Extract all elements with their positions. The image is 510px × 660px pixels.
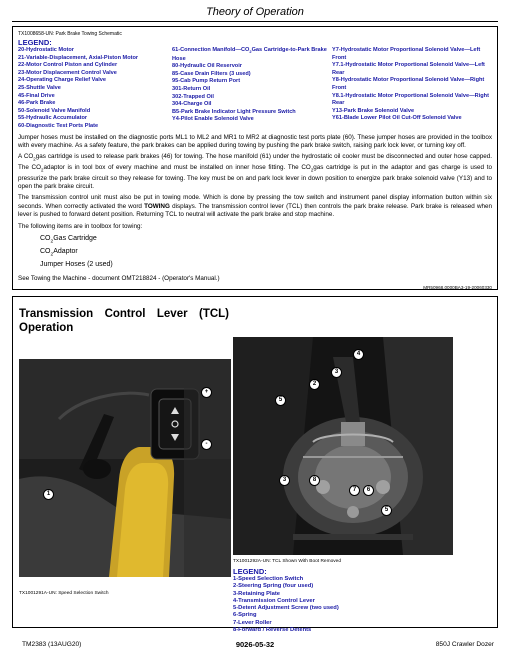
callout-4: 4 (353, 349, 364, 360)
callout-5-left: 5 (275, 395, 286, 406)
tool-item: $CO_2Adaptor$ (40, 247, 78, 258)
legend-item: B5-Park Brake Indicator Light Pressure Switch (172, 108, 296, 115)
legend-item: 4-Transmission Control Lever (233, 597, 315, 604)
footer-machine-model: 850J Crawler Dozer (435, 641, 494, 648)
callout-8: 8 (309, 475, 320, 486)
legend-item: 8-Forward / Reverse Detents (233, 627, 312, 634)
legend-item: 22-Motor Control Piston and Cylinder (18, 62, 118, 69)
legend-item: Y7.1-Hydrostatic Motor Proportional Solenoid Valve—Left Rear (332, 62, 485, 76)
tool-item: Jumper Hoses (2 used) (40, 260, 113, 268)
header-divider (12, 21, 498, 22)
towing-keyword: TOWING (144, 202, 170, 210)
legend-item: Y4-Pilot Enable Solenoid Valve (172, 116, 254, 123)
legend-item: 55-Hydraulic Accumulator (18, 115, 88, 122)
callout-3-bottom: 3 (279, 475, 290, 486)
towing-mode-text-2: displays. The transmission control lever (TCL) then controls the park brake release. Park brake is released when lever is pushed to forward detent position. Returning TCL to neutral will activate the park brake and stop machine. (18, 202, 493, 219)
callout-minus: - (201, 439, 212, 450)
towing-mode-text-1: The transmission control unit must also be put in towing mode. Which is done by pressing the tow switch and instrument panel display information button within six seconds. When correctly activated the word (18, 194, 492, 210)
title-word: Lever (156, 308, 188, 320)
footer-doc-id: TM2383 (13AUG20) (22, 641, 82, 648)
figure-1-caption: TX1001291A-UN: Speed Selection Switch (19, 591, 109, 596)
legend-item: 50-Solenoid Valve Manifold (18, 107, 91, 114)
see-reference: See Towing the Machine - document OMT218824 - (Operator's Manual.) (18, 275, 220, 283)
legend-item: 80-Hydraulic Oil Reservoir (172, 63, 242, 70)
paragraph-towing-mode (18, 194, 492, 219)
legend-item: 2-Steering Spring (four used) (233, 583, 314, 590)
page-header-title: Theory of Operation (206, 6, 304, 18)
legend-column-2 (172, 47, 328, 131)
legend-item: 7-Lever Roller (233, 619, 272, 626)
page-footer (12, 638, 498, 652)
legend-item: Y13-Park Brake Solenoid Valve (332, 107, 415, 114)
title-word: Transmission (19, 308, 94, 320)
legend-title: LEGEND: (18, 38, 52, 47)
legend-item: 304-Charge Oil (172, 101, 212, 108)
legend-item: 6-Spring (233, 612, 257, 619)
legend-item: 61-Connection $Manifold—CO_2Gas$ Cartridge-to-Park Brake Hose (172, 47, 327, 62)
legend-item: 20-Hydrostatic Motor (18, 47, 74, 53)
legend-item: Y61-Blade Lower Pilot Oil Cut-Off Solenoid Valve (332, 115, 462, 122)
callout-2: 2 (309, 379, 320, 390)
legend-item: 1-Speed Selection Switch (233, 576, 304, 582)
legend-column-1 (18, 47, 168, 131)
section-title-line-2: Operation (19, 322, 74, 334)
paragraph-jumper-hoses: Jumper hoses must be installed on the diagnostic ports ML1 to ML2 and MR1 to MR2 at diagnostic test ports plate (60). These jumper hoses are provided in the toolbox with every machine. As a safety feature, the park brakes can be applied during towing by pushing the park brake switch, raising park lock lever, or turning key off. (18, 133, 492, 149)
document-reference: MR50968,0000BA3-19-20060330 (423, 285, 492, 291)
legend-item: 25-Shuttle Valve (18, 84, 61, 91)
legend-item: 3-Retaining Plate (233, 590, 281, 597)
legend-item: Y7-Hydrostatic Motor Proportional Solenoid Valve—Left Front (332, 47, 481, 61)
callout-3-top: 3 (331, 367, 342, 378)
legend-column-3 (332, 47, 492, 131)
paragraph-co2-cartridge: A $CO_2gas$ cartridge is used to release park brakes (46) for towing. The hose manifold (61) under the hydrostatic oil cooler must be disconnected and outer hose capped. The $CO_2adaptor$ is in tool box of every machine and must be installed on inner hose fitting. The $CO_2gas$ cartridge is put in the adaptor and gas charge is used to pressurize the park brake circuit so they release for towing. The key must be on and park lock lever in down position to energize park brake solenoid valve (Y13) and to open the park brake circuit. (18, 153, 493, 191)
legend-item: 301-Return Oil (172, 86, 211, 93)
tcl-legend (233, 576, 339, 634)
legend-item: 24-Operating Charge Relief Valve (18, 77, 106, 84)
towing-section (12, 26, 498, 290)
legend-item: 5-Detent Adjustment Screw (two used) (233, 605, 339, 612)
legend-item: Y8-Hydrostatic Motor Proportional Solenoid Valve—Right Front (332, 77, 485, 91)
section-title (19, 307, 229, 335)
legend-item: 85-Case Drain Filters (3 used) (172, 70, 251, 77)
figure-2-caption: TX1001292A-UN: TCL Shown With Boot Removed (233, 559, 341, 564)
legend-item: 45-Final Drive (18, 92, 55, 99)
callout-5-bottom: 5 (381, 505, 392, 516)
tcl-legend-title: LEGEND: (233, 567, 267, 576)
legend (18, 47, 492, 131)
title-word: Control (104, 308, 146, 320)
speed-switch-illustration (19, 359, 231, 577)
section-title-line-1 (19, 307, 229, 321)
speed-selection-switch-photo (19, 359, 231, 577)
footer-page-number: 9026-05-32 (235, 640, 275, 649)
legend-item: 95-Cab Pump Return Port (172, 78, 241, 85)
toolbox-list (40, 234, 492, 269)
title-word: (TCL) (198, 308, 229, 320)
legend-item: 60-Diagnostic Test Ports Plate (18, 122, 99, 129)
paragraph-toolbox-items: The following items are in toolbox for towing: (18, 222, 143, 230)
legend-item: Y8.1-Hydrostatic Motor Proportional Solenoid Valve—Right Rear (332, 92, 489, 107)
figure-id: TX1008658-UN: Park Brake Towing Schematic (18, 31, 122, 37)
callout-plus: + (201, 387, 212, 398)
legend-item: 46-Park Brake (18, 100, 56, 107)
tcl-mechanism-illustration (233, 337, 453, 555)
legend-item: 21-Variable-Displacement, Axial-Piston Motor (18, 54, 139, 61)
tcl-boot-removed-photo (233, 337, 453, 555)
tool-item: $CO_2Gas$ Cartridge (40, 235, 97, 245)
callout-6: 6 (363, 485, 374, 496)
tcl-section (12, 296, 498, 634)
legend-item: 302-Trapped Oil (172, 93, 214, 100)
legend-item: 23-Motor Displacement Control Valve (18, 69, 117, 76)
callout-1: 1 (43, 489, 54, 500)
callout-7: 7 (349, 485, 360, 496)
